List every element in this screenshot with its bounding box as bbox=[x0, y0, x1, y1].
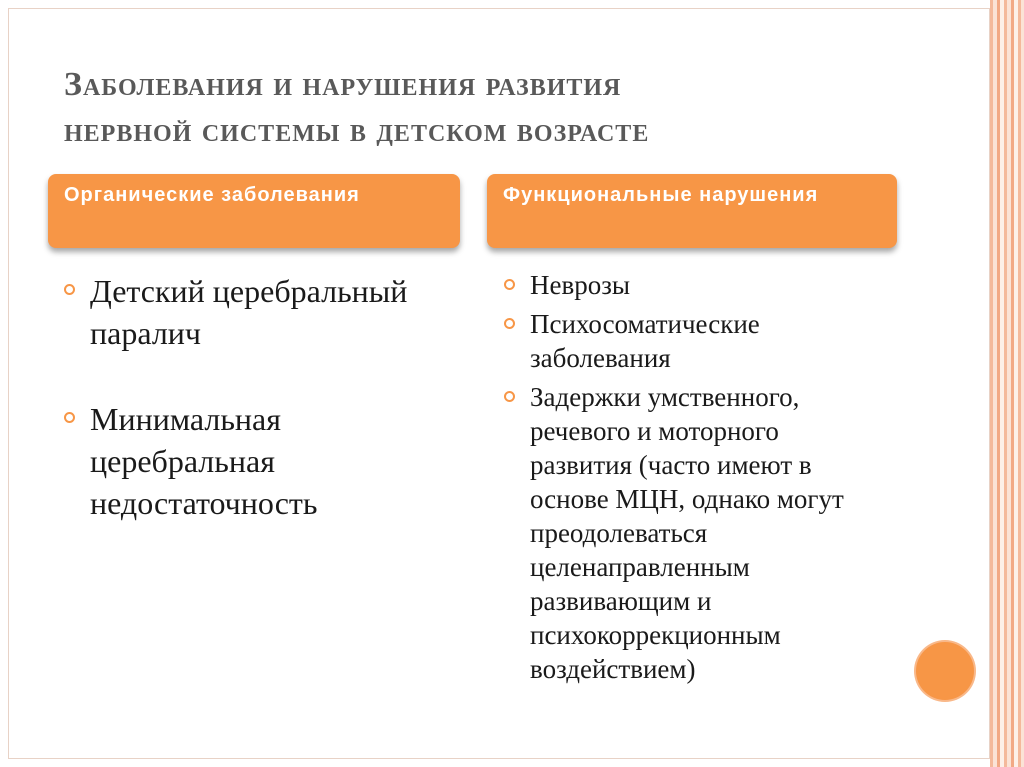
functional-disorders-header: Функциональные нарушения bbox=[487, 174, 897, 248]
list-item-text: Детский церебральный паралич bbox=[90, 273, 408, 351]
list-item bbox=[504, 268, 884, 302]
slide-title bbox=[64, 62, 944, 154]
list-item bbox=[64, 270, 424, 354]
ring-bullet-icon bbox=[504, 318, 515, 329]
list-item bbox=[504, 307, 884, 375]
slide-title-line-2: нервной системы в детском возрасте bbox=[64, 112, 650, 149]
ring-bullet-icon bbox=[504, 391, 515, 402]
list-item bbox=[64, 398, 424, 524]
organic-diseases-list bbox=[64, 270, 424, 524]
slide-title-line-1: Заболевания и нарушения развития bbox=[64, 66, 622, 103]
functional-disorders-list bbox=[504, 268, 884, 686]
list-item bbox=[504, 380, 884, 686]
ring-bullet-icon bbox=[504, 279, 515, 290]
list-item-text: Неврозы bbox=[530, 270, 631, 300]
decorative-stripes bbox=[990, 0, 1024, 767]
ring-bullet-icon bbox=[64, 284, 75, 295]
decorative-circle bbox=[916, 642, 974, 700]
ring-bullet-icon bbox=[64, 412, 75, 423]
list-item-text: Задержки умственного, речевого и моторного развития (часто имеют в основе МЦН, однако могут преодолеваться целенаправленным развивающим и психокоррекционным воздействием) bbox=[530, 382, 844, 684]
organic-diseases-header: Органические заболевания bbox=[48, 174, 460, 248]
list-item-text: Минимальная церебральная недостаточность bbox=[90, 401, 318, 521]
list-item-text: Психосоматические заболевания bbox=[530, 309, 760, 373]
